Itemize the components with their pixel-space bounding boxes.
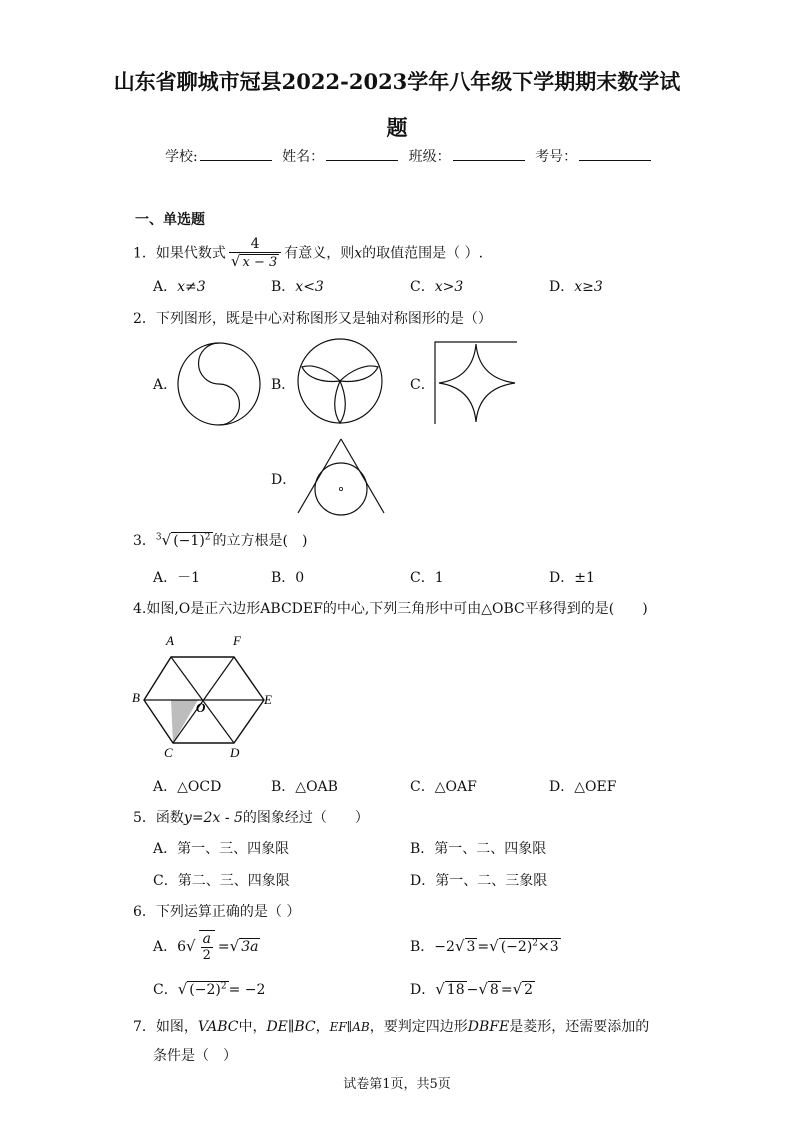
q5-option-c[interactable] [153,870,290,890]
q5-option-a-text: 第一、三、四象限 [177,841,290,857]
q6-a-radical-sign: √ [186,937,196,955]
q1-radicand: x − 3 [242,255,278,270]
question-2: 2．下列图形，既是中心对称图形又是轴对称图形的是（） [133,311,492,327]
q1-option-d-label: D． [549,279,575,295]
q4-option-a-label: A． [153,779,178,795]
q6-a-label: A． [153,939,178,955]
question-3 [133,530,307,550]
q7-parallel-1: DE∥BC [266,1019,316,1035]
q4-option-a-text: △OCD [177,779,222,795]
q6-b-eq: = [477,939,490,955]
q6-d-radical-3: √ [512,980,523,998]
q6-c-radical: √ [177,980,188,998]
q4-option-b-text: △OAB [295,779,338,795]
q5-option-b-label: B． [410,841,435,857]
q7-mid-2: ，要判定四边形 [369,1019,468,1035]
q3-option-a-label: A． [153,570,178,586]
triangle-incircle-figure [296,437,386,515]
q7-suffix: 是菱形，还需要添加的 [509,1019,650,1035]
q5-option-c-label: C． [153,873,178,889]
q6-d-r1: 18 [446,982,465,998]
q4-option-c-label: C． [410,779,435,795]
hex-label-e: E [264,692,272,707]
q6-a-coef: 6 [177,939,187,955]
q4-option-d-label: D． [549,779,575,795]
q7-mid-1: 中， [238,1019,267,1035]
q7-quad: DBFE [467,1019,510,1035]
q1-option-c-label: C． [410,279,435,295]
q1-suffix-b: 的取值范围是（ ）. [362,245,484,262]
q6-d-r3: 2 [524,982,534,998]
q3-option-d-label: D． [549,570,575,586]
q3-suffix: 的立方根是( ) [212,533,308,549]
q6-a-fraction [199,930,215,964]
q3-option-c[interactable] [410,567,444,587]
q6-d-minus: − [466,982,479,998]
q1-radical-sign: √ [230,252,241,270]
q3-exponent: 2 [204,532,211,543]
q1-option-c-text: x>3 [434,279,464,295]
q6-option-b[interactable] [410,936,561,956]
q5-option-a[interactable] [153,838,289,858]
q3-prefix: 3． [133,533,156,549]
exam-title-line2: 题 [386,115,408,140]
q4-option-d[interactable] [549,776,616,796]
question-7 [133,1016,649,1036]
q7-sep: ， [315,1019,330,1035]
q5-option-a-label: A． [153,841,178,857]
hex-label-o: O [196,700,206,715]
q6-b-rhs-radical: √ [489,937,499,955]
q5-option-c-text: 第二、三、四象限 [177,873,290,889]
q3-option-c-text: 1 [434,570,444,586]
q1-option-a[interactable] [153,276,206,296]
q5-suffix: 的图象经过（ ） [242,810,369,826]
q6-c-label: C． [153,982,178,998]
q1-option-b-label: B． [271,279,296,295]
q6-c-rhs: = −2 [228,982,266,998]
hex-label-d: D [230,745,240,760]
q2-label-d[interactable]: D． [271,472,297,488]
page-footer: 试卷第1页，共5页 [343,1077,451,1092]
q3-option-b-label: B． [271,570,296,586]
name-blank[interactable] [326,148,398,161]
q4-option-c[interactable] [410,776,477,796]
q4-option-b[interactable] [271,776,338,796]
q6-d-radical-1: √ [435,980,445,998]
class-blank[interactable] [453,148,525,161]
q7-triangle: VABC [197,1019,239,1035]
q4-option-a[interactable] [153,776,221,796]
q1-var: x [354,245,363,262]
q1-suffix-a: 有意义，则 [284,245,355,262]
question-5 [133,807,369,827]
q5-option-d-text: 第一、二、三象限 [435,873,548,889]
student-info-line [165,146,657,166]
q5-function: y=2x - 5 [183,810,243,826]
q6-d-eq: = [500,982,513,998]
number-label: 考号： [535,149,578,165]
q6-c-rad-base: (−2) [189,982,221,998]
q1-option-c[interactable] [410,276,463,296]
q6-d-r2: 8 [489,982,499,998]
number-blank[interactable] [579,148,651,161]
q2-label-a[interactable]: A． [153,377,178,393]
q6-a-frac-num: a [202,931,211,947]
question-7-line2: 条件是（ ） [153,1048,237,1064]
q1-option-d[interactable] [549,276,603,296]
trefoil-circle-figure [296,337,384,425]
q7-prefix: 7．如图， [133,1019,198,1035]
q6-option-c[interactable] [153,979,265,999]
q6-b-rhs [499,938,561,955]
q4-option-c-text: △OAF [434,779,477,795]
exam-title-line1: 山东省聊城市冠县2022-2023学年八年级下学期期末数学试 [113,69,681,94]
q3-root-index: 3 [155,532,162,543]
q6-b-lhs: −2 [434,939,455,955]
q3-option-a-text: －1 [177,570,201,586]
q6-b-radical: √ [454,937,465,955]
q1-option-a-label: A． [153,279,178,295]
q1-option-b[interactable] [271,276,324,296]
q5-prefix: 5．函数 [133,810,184,826]
q6-b-lhs-rad: 3 [466,939,476,955]
q6-b-exp: 2 [532,938,539,949]
q3-option-d[interactable] [549,567,595,587]
question-6: 6．下列运算正确的是（ ） [133,904,301,920]
q6-c-exp: 2 [220,981,227,992]
q3-option-a[interactable] [153,567,200,587]
q1-frac-num: 4 [250,236,260,252]
q1-frac-den [229,252,281,271]
q2-label-b[interactable]: B． [271,377,296,393]
section-heading: 一、单选题 [135,212,205,228]
q3-option-b-text: 0 [295,570,305,586]
q6-d-label: D． [410,982,436,998]
q5-option-d[interactable] [410,870,547,890]
q5-option-b[interactable] [410,838,546,858]
hex-label-c: C [164,745,173,760]
q3-option-b[interactable] [271,567,304,587]
q3-option-c-label: C． [410,570,435,586]
school-blank[interactable] [200,148,272,161]
name-label: 姓名： [282,149,325,165]
q6-option-a[interactable] [153,930,260,964]
q6-a-rhs-radical: √ [229,937,240,955]
q6-b-tail: ×3 [538,939,559,955]
square-star-figure [433,340,519,426]
question-4: 4.如图,O是正六边形ABCDEF的中心,下列三角形中可由△OBC平移得到的是( ) [133,601,648,617]
q1-option-d-text: x≥3 [574,279,603,295]
q6-option-d[interactable] [410,979,535,999]
hex-label-f: F [233,633,241,648]
q3-radicand-base: (−1) [173,533,205,549]
hexagon-figure [130,630,280,762]
q6-a-eq: = [217,939,230,955]
q1-option-a-text: x≠3 [177,279,206,295]
q6-a-frac-den: 2 [202,948,211,963]
school-label: 学校: [165,149,198,165]
q6-a-rhs: 3a [241,939,259,955]
q1-prefix: 1．如果代数式 [133,245,226,262]
q3-radical-sign: √ [161,531,172,549]
q5-option-d-label: D． [410,873,436,889]
question-1 [133,236,483,271]
q2-label-c[interactable]: C． [410,377,435,393]
q3-radicand [171,532,212,549]
q4-option-b-label: B． [271,779,296,795]
q4-option-d-text: △OEF [574,779,617,795]
hex-label-a: A [166,633,174,648]
q3-option-d-text: ±1 [574,570,595,586]
hex-label-b: B [132,690,140,705]
yin-yang-figure [176,341,262,427]
q6-b-rhs-base: (−2) [500,939,533,955]
q6-b-label: B． [410,939,435,955]
q1-option-b-text: x<3 [295,279,324,295]
q7-parallel-2: EF∥AB [329,1020,370,1034]
q6-c-radicand [187,981,228,998]
q1-fraction [229,236,281,271]
q5-option-b-text: 第一、二、四象限 [434,841,547,857]
q6-d-radical-2: √ [478,980,488,998]
class-label: 班级： [408,149,451,165]
